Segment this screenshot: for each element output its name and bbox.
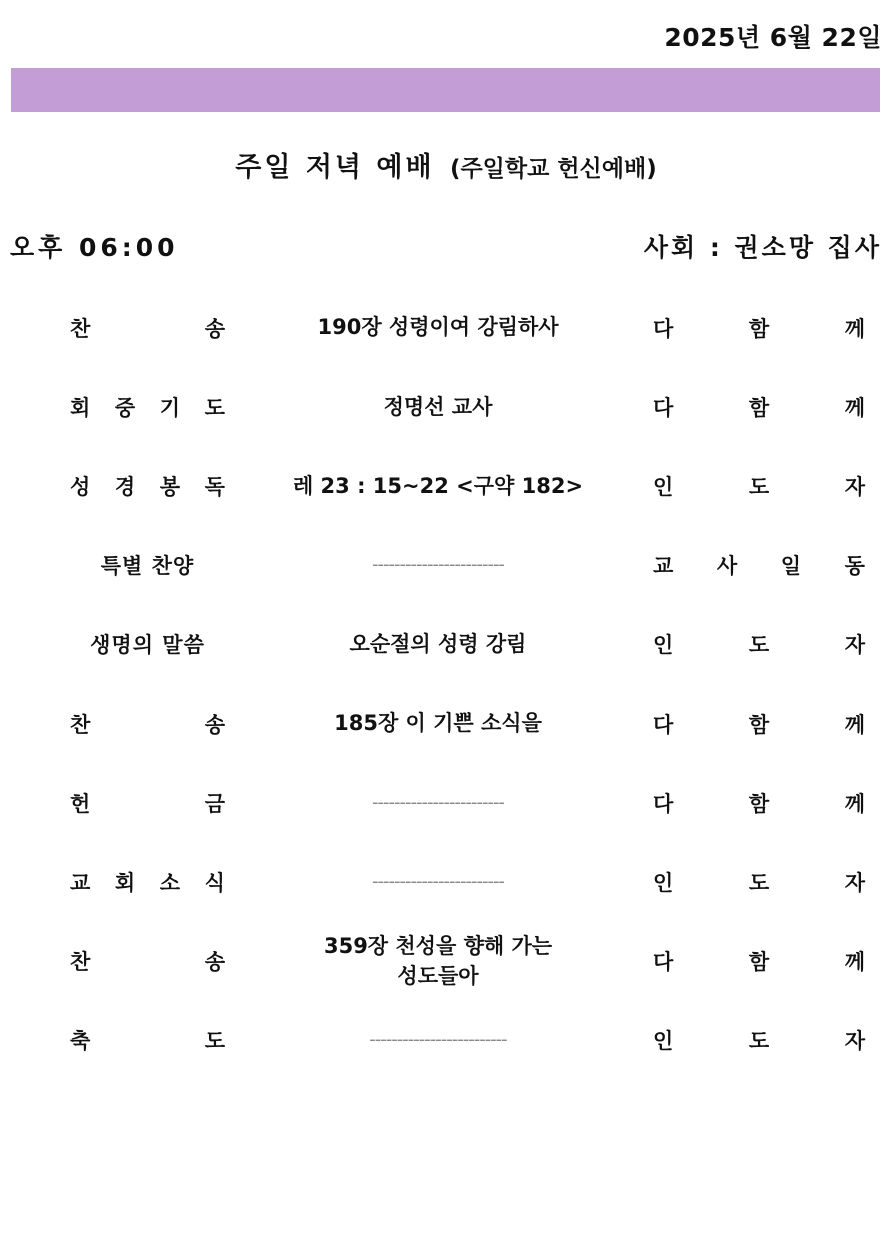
program-by xyxy=(653,842,865,921)
program-content: ------------------------ xyxy=(372,870,504,892)
program-item-char: 회 xyxy=(114,870,136,895)
service-title-sub: (주일학교 헌신예배) xyxy=(449,156,657,182)
program-item xyxy=(70,922,225,1001)
program-item xyxy=(70,842,225,921)
program-item-char: 교 xyxy=(70,870,91,895)
program-by xyxy=(653,763,865,842)
program-by xyxy=(653,605,865,684)
program-by xyxy=(653,288,865,367)
program-by-char: 인 xyxy=(653,1029,674,1054)
program-by-char: 도 xyxy=(748,474,770,499)
program-by-char: 자 xyxy=(844,474,865,499)
program-by-char: 께 xyxy=(844,950,865,975)
program-by-char: 다 xyxy=(653,791,674,816)
program-item xyxy=(70,526,225,605)
program-item-char: 도 xyxy=(204,395,225,420)
program-by-char: 께 xyxy=(844,712,865,737)
program-content: 359장 천성을 향해 가는 성도들아 xyxy=(323,933,553,989)
program-item-char: 송 xyxy=(204,950,225,975)
program-item-char: 중 xyxy=(114,395,136,420)
program-by-char: 사 xyxy=(716,554,738,579)
program-item xyxy=(70,1001,225,1080)
program-item xyxy=(70,367,225,446)
program-item-char: 축 xyxy=(70,1029,91,1054)
program-by-char: 도 xyxy=(748,870,770,895)
program-item-char: 도 xyxy=(204,1029,225,1054)
program-row xyxy=(0,1001,892,1080)
program-by-char: 함 xyxy=(748,395,770,420)
program-item-char: 경 xyxy=(114,474,136,499)
program-by-char: 자 xyxy=(844,870,865,895)
program-item-char: 독 xyxy=(204,474,225,499)
program-row xyxy=(0,367,892,446)
program-by xyxy=(653,367,865,446)
program-by-char: 께 xyxy=(844,395,865,420)
program-row xyxy=(0,605,892,684)
program-by xyxy=(653,684,865,763)
program-by-char: 함 xyxy=(748,950,770,975)
program-by-char: 함 xyxy=(748,712,770,737)
program-content: 정명선 교사 xyxy=(383,394,493,419)
program-by-char: 께 xyxy=(844,316,865,341)
program-item xyxy=(70,684,225,763)
program-by-char: 자 xyxy=(844,1029,865,1054)
program-content: 185장 이 기쁜 소식을 xyxy=(334,711,542,736)
program-row xyxy=(0,526,892,605)
program-by-char: 자 xyxy=(844,633,865,658)
program-item-char: 회 xyxy=(70,395,91,420)
program-item-char: 금 xyxy=(204,791,225,816)
program-item xyxy=(70,605,225,684)
program-row xyxy=(0,842,892,921)
program-by-char: 인 xyxy=(653,474,674,499)
program-item xyxy=(70,446,225,525)
program-by-char: 도 xyxy=(748,633,770,658)
program-item-char: 기 xyxy=(159,395,181,420)
program-by-char: 다 xyxy=(653,395,674,420)
program-item-char: 헌 xyxy=(70,791,91,816)
service-title-main: 주일 저녁 예배 xyxy=(235,152,435,183)
program-row xyxy=(0,446,892,525)
program-item-char: 송 xyxy=(204,712,225,737)
program-by-char: 교 xyxy=(653,554,674,579)
program-by-char: 다 xyxy=(653,950,674,975)
service-date: 2025년 6월 22일 xyxy=(664,23,882,52)
program-item-char: 찬 xyxy=(70,950,91,975)
program-row xyxy=(0,763,892,842)
program-item-char: 찬 xyxy=(70,712,91,737)
program-content: 190장 성령이여 강림하사 xyxy=(317,315,559,340)
program-by xyxy=(653,446,865,525)
program-content: 레 23 : 15~22 <구약 182> xyxy=(292,473,584,498)
program-item-char: 식 xyxy=(204,870,225,895)
program-content: 오순절의 성령 강림 xyxy=(349,632,527,657)
program-by-char: 인 xyxy=(653,633,674,658)
program-by-char: 다 xyxy=(653,316,674,341)
program-by-char: 함 xyxy=(748,316,770,341)
program-item xyxy=(70,763,225,842)
program-by xyxy=(653,1001,865,1080)
program-item-char: 찬 xyxy=(70,316,91,341)
program-item-char: 송 xyxy=(204,316,225,341)
program-row xyxy=(0,684,892,763)
program-list xyxy=(0,288,892,1080)
service-title xyxy=(0,145,892,184)
service-leader: 사회 : 권소망 집사 xyxy=(643,233,882,262)
program-content: ------------------------ xyxy=(372,791,504,813)
program-content: ------------------------- xyxy=(369,1029,507,1051)
program-by-char: 동 xyxy=(844,554,865,579)
program-row xyxy=(0,288,892,367)
program-by-char: 께 xyxy=(844,791,865,816)
program-by-char: 인 xyxy=(653,870,674,895)
program-item-char: 성 xyxy=(70,474,91,499)
program-content: ------------------------ xyxy=(372,554,504,576)
program-by xyxy=(653,526,865,605)
program-by xyxy=(653,922,865,1001)
program-item-label: 특별 찬양 xyxy=(100,554,195,579)
program-item xyxy=(70,288,225,367)
program-item-char: 소 xyxy=(159,870,181,895)
program-by-char: 다 xyxy=(653,712,674,737)
program-by-char: 도 xyxy=(748,1029,770,1054)
service-time: 오후 06:00 xyxy=(10,233,179,262)
program-item-label: 생명의 말씀 xyxy=(90,633,205,658)
header-color-bar xyxy=(11,68,880,112)
program-by-char: 일 xyxy=(780,554,802,579)
program-row xyxy=(0,922,892,1001)
program-by-char: 함 xyxy=(748,791,770,816)
program-item-char: 봉 xyxy=(159,474,181,499)
